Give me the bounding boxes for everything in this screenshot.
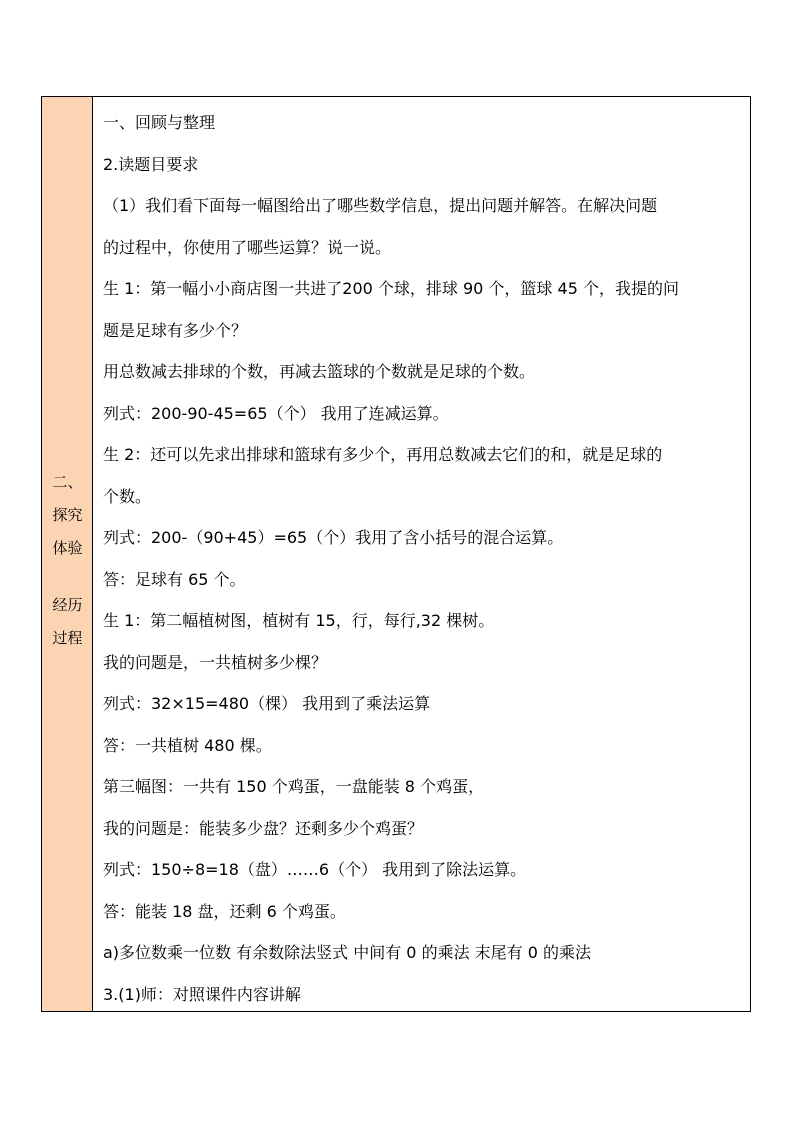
content-line: 的过程中，你使用了哪些运算？说一说。 <box>103 237 392 257</box>
content-line: 我的问题是：能装多少盘？还剩多少个鸡蛋？ <box>103 818 424 838</box>
section-title-line: 二、 <box>52 473 83 491</box>
section-title-line: 体验 <box>52 539 83 557</box>
content-subheading: 2.读题目要求 <box>103 154 199 174</box>
content-line: 题是足球有多少个？ <box>103 320 248 340</box>
content-line: 生 1：第二幅植树图，植树有 15，行，每行,32 棵树。 <box>103 611 495 630</box>
content-line: （1）我们看下面每一幅图给出了哪些数学信息，提出问题并解答。在解决问题 <box>103 196 658 215</box>
content-line: 列式：150÷8=18（盘）……6（个） 我用到了除法运算。 <box>103 860 527 879</box>
section-subtitle-line: 经历 <box>52 596 83 614</box>
section-label-cell <box>42 97 93 1011</box>
section-title <box>42 466 93 565</box>
content-line: 用总数减去排球的个数，再减去篮球的个数就是足球的个数。 <box>103 362 536 381</box>
section-title-line: 探究 <box>52 506 83 524</box>
content-line: 答：一共植树 480 棵。 <box>103 735 272 755</box>
content-heading: 一、回顾与整理 <box>103 113 216 132</box>
section-subtitle <box>42 589 93 655</box>
content-line: 答：能装 18 盘，还剩 6 个鸡蛋。 <box>103 901 346 921</box>
content-line: a)多位数乘一位数 有余数除法竖式 中间有 0 的乘法 末尾有 0 的乘法 <box>103 943 592 962</box>
content-line: 生 1：第一幅小小商店图一共进了200 个球，排球 90 个，篮球 45 个，我提的问 <box>103 279 679 298</box>
content-line: 个数。 <box>103 486 152 506</box>
lesson-table <box>41 96 751 1012</box>
section-subtitle-line: 过程 <box>52 629 83 647</box>
content-line: 列式：200-（90+45）=65（个）我用了含小括号的混合运算。 <box>103 528 564 547</box>
content-line: 生 2：还可以先求出排球和篮球有多少个，再用总数减去它们的和，就是足球的 <box>103 445 663 464</box>
content-line: 答：足球有 65 个。 <box>103 569 246 589</box>
content-line: 我的问题是，一共植树多少棵？ <box>103 652 328 672</box>
content-line: 列式：32×15=480（棵） 我用到了乘法运算 <box>103 694 431 713</box>
content-cell <box>93 97 750 1011</box>
content-line: 第三幅图：一共有 150 个鸡蛋，一盘能装 8 个鸡蛋， <box>103 777 485 796</box>
content-line: 列式：200-90-45=65（个） 我用了连减运算。 <box>103 403 449 423</box>
content-line: 3.(1)师：对照课件内容讲解 <box>103 984 301 1004</box>
